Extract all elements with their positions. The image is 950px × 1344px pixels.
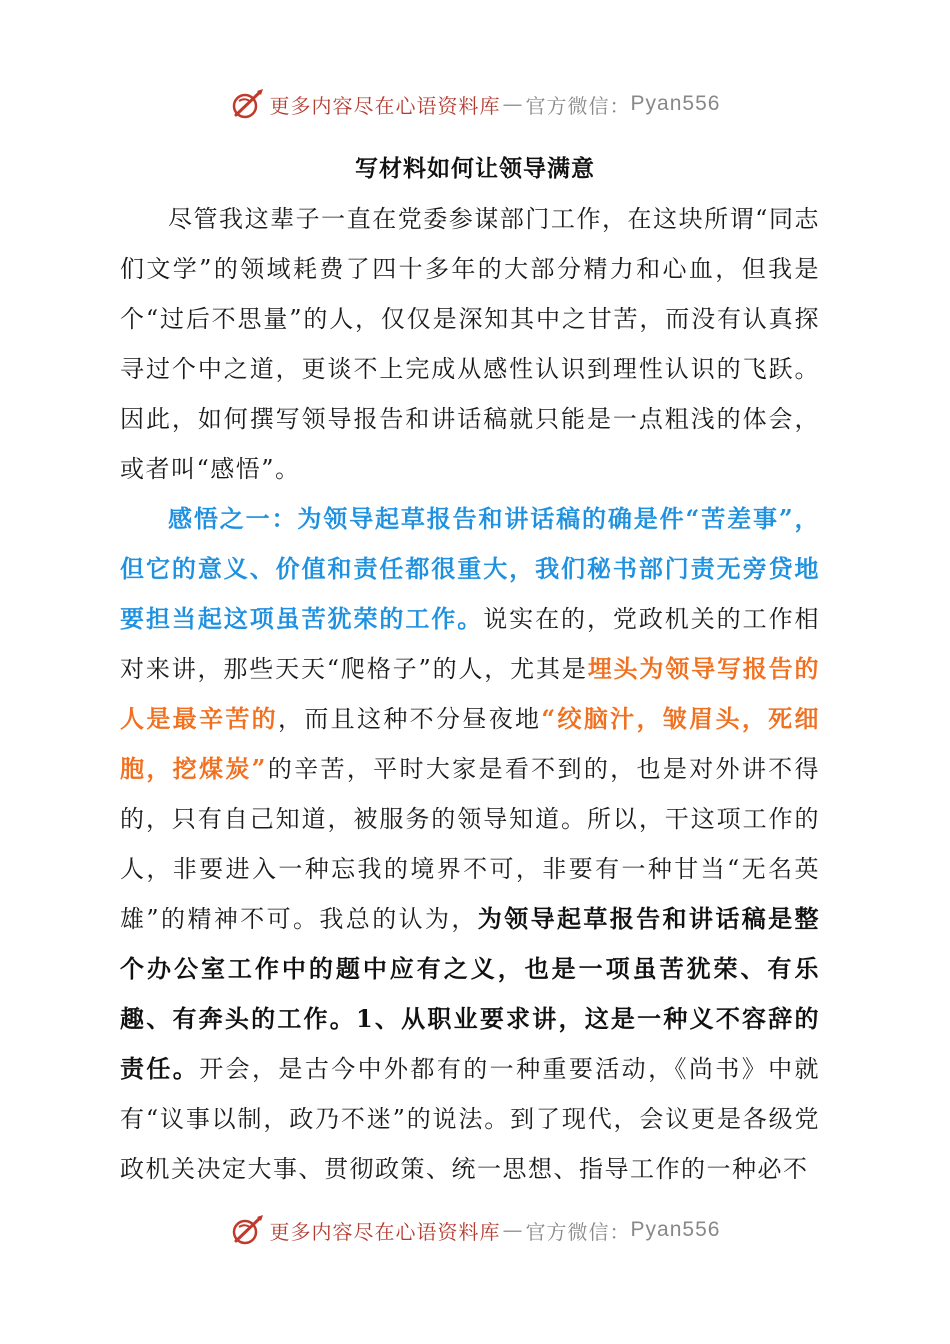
- text-segment: 的辛苦，平时大家是看不到的，也是对外讲不得的，只有自己知道，被服务的领导知道。所以，干这项工作的人，非要进入一种忘我的境界不可，非要有一种甘当“无名英雄”的精神不可。我总的认为，: [120, 755, 820, 933]
- text-segment: 开会，是古今中外都有的一种重要活动，《尚书》中就有“议事以制，政乃不迷”的说法。到了现代，会议更是各级党政机关决定大事、贯彻政策、统一思想、指导工作的一种必不: [120, 1055, 821, 1183]
- orange-highlight: “绞脑汁，皱眉头，死细胞，挖煤炭”: [120, 704, 821, 783]
- pen-logo-icon: [230, 87, 266, 121]
- banner-wechat-label: 官方微信：: [525, 1219, 631, 1244]
- text-segment: 说实在的，党政机关的工作相对来讲，那些天天“爬格子”的人，尤其是: [120, 605, 821, 683]
- banner-text: 更多内容尽在心语资料库: [269, 93, 501, 118]
- banner-wechat-id: Pyan556: [630, 1218, 721, 1241]
- banner-wechat-label: 官方微信：: [525, 93, 631, 118]
- banner-wechat-id: Pyan556: [630, 92, 721, 115]
- text-segment: ，而且这种不分昼夜地: [278, 705, 542, 733]
- document-body: [120, 194, 820, 1194]
- insight-heading: 感悟之一：为领导起草报告和讲话稿的确是件“苦差事”，但它的意义、价值和责任都很重大，我们秘书部门责无旁贷地要担当起这项虽苦犹荣的工作。: [120, 504, 820, 633]
- bold-emphasis: 为领导起草报告和讲话稿是整个办公室工作中的题中应有之义，也是一项虽苦犹荣、有乐趣、有奔头的工作。1、从职业要求讲，这是一种义不容辞的责任。: [120, 904, 820, 1083]
- banner-separator: —: [502, 92, 524, 116]
- banner-text: 更多内容尽在心语资料库: [269, 1219, 501, 1244]
- banner-separator: —: [502, 1218, 524, 1242]
- footer-watermark-banner: [0, 1210, 950, 1250]
- paragraph-intro: 尽管我这辈子一直在党委参谋部门工作，在这块所谓“同志们文学”的领域耗费了四十多年的大部分精力和心血，但我是个“过后不思量”的人，仅仅是深知其中之甘苦，而没有认真探寻过个中之道，更谈不上完成从感性认识到理性认识的飞跃。因此，如何撰写领导报告和讲话稿就只能是一点粗浅的体会，或者叫“感悟”。: [120, 205, 820, 483]
- header-watermark-banner: [0, 84, 950, 124]
- paragraph-insight-one: [120, 494, 820, 1194]
- orange-highlight: 埋头为领导写报告的人是最辛苦的: [120, 654, 821, 733]
- document-title: 写材料如何让领导满意: [355, 155, 595, 182]
- pen-logo-icon: [230, 1213, 266, 1247]
